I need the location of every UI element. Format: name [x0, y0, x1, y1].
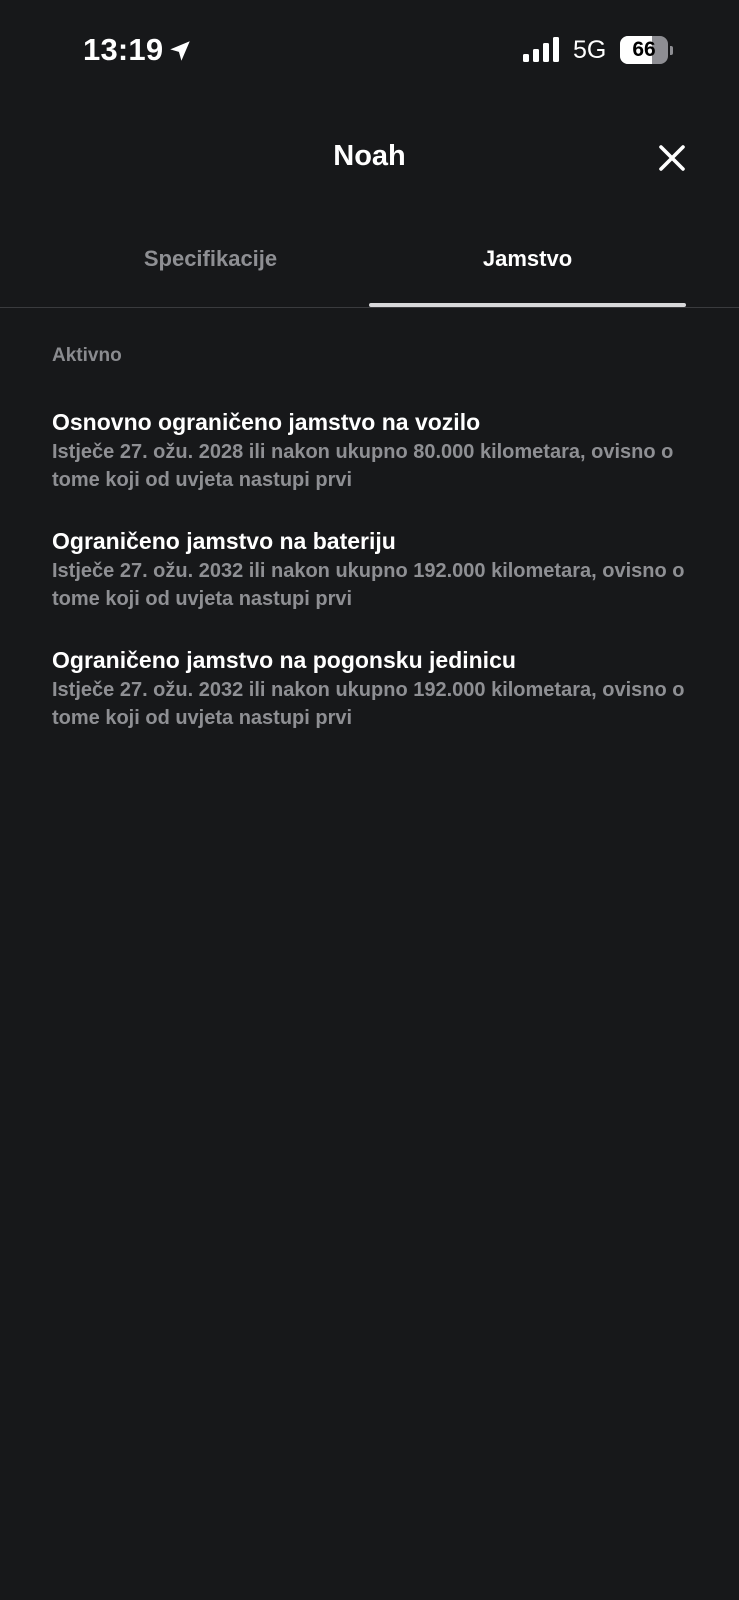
tab-specifications[interactable]: Specifikacije: [143, 246, 278, 271]
warranty-title: Ograničeno jamstvo na pogonsku jedinicu: [52, 647, 516, 673]
section-label-active: Aktivno: [52, 345, 122, 366]
active-tab-indicator: [369, 303, 686, 307]
warranty-description: Istječe 27. ožu. 2032 ili nakon ukupno 192.000 kilometara, ovisno o tome koji od uvjeta nastupi prvi: [52, 560, 685, 610]
header: [0, 130, 739, 190]
warranty-item: [52, 645, 692, 732]
warranty-item: [52, 407, 692, 494]
close-button[interactable]: [654, 140, 690, 176]
location-arrow-icon: [167, 38, 193, 64]
warranty-title: Osnovno ograničeno jamstvo na vozilo: [52, 409, 481, 435]
tab-warranty[interactable]: Jamstvo: [482, 246, 573, 271]
warranty-description: Istječe 27. ožu. 2032 ili nakon ukupno 192.000 kilometara, ovisno o tome koji od uvjeta nastupi prvi: [52, 679, 685, 729]
signal-bars-icon: [523, 37, 561, 63]
battery-icon: [620, 36, 672, 64]
network-type: 5G: [573, 36, 607, 64]
status-bar: [0, 0, 739, 100]
warranty-description: Istječe 27. ožu. 2028 ili nakon ukupno 80.000 kilometara, ovisno o tome koji od uvjeta nastupi prvi: [52, 441, 674, 491]
tab-bar: [0, 230, 739, 308]
warranty-list: [52, 345, 692, 764]
battery-level: 66: [632, 38, 656, 61]
close-icon: [654, 140, 690, 176]
page-title: Noah: [333, 140, 406, 172]
warranty-item: [52, 526, 692, 613]
status-time: 13:19: [83, 32, 164, 67]
warranty-title: Ograničeno jamstvo na bateriju: [52, 528, 396, 554]
